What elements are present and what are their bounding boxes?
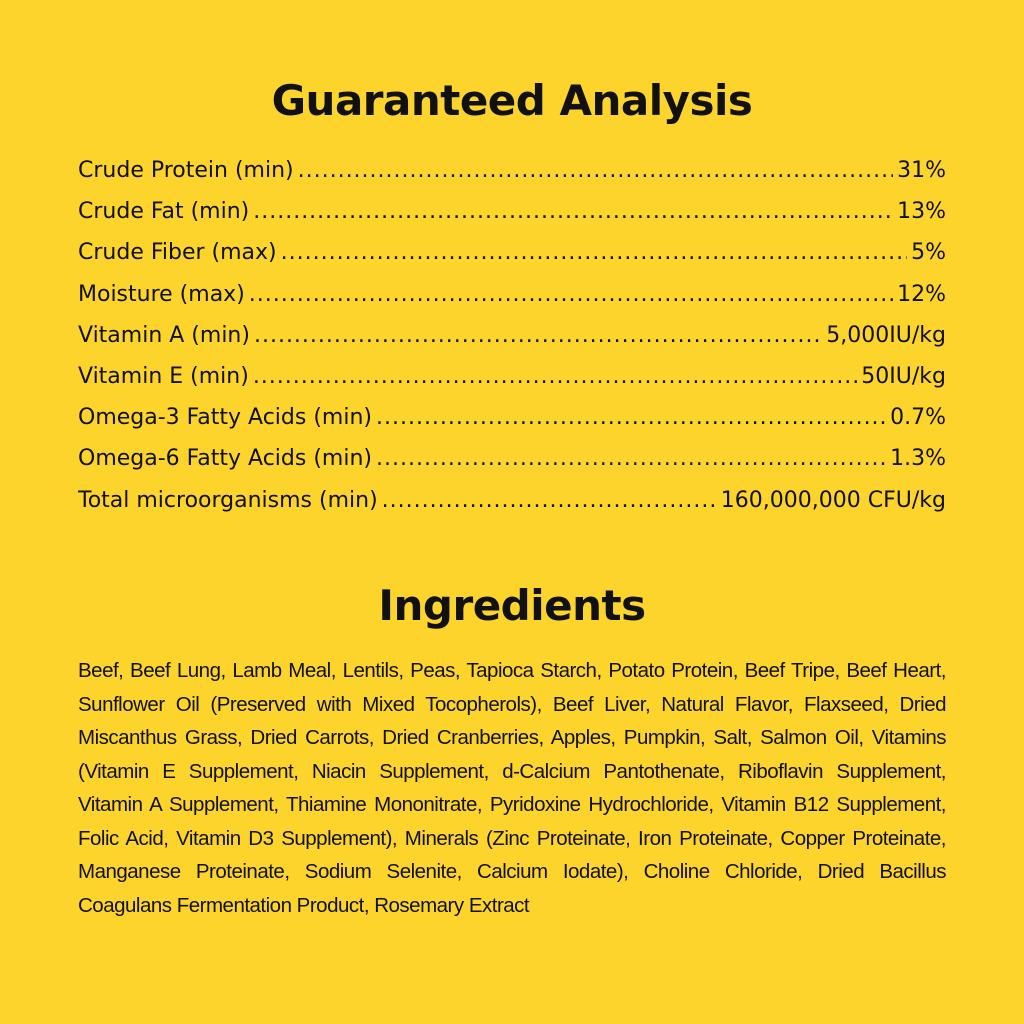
analysis-row-omega-6 xyxy=(78,438,946,479)
analysis-row-moisture xyxy=(78,274,946,315)
dot-leader xyxy=(254,315,822,356)
analysis-label: Crude Protein (min) xyxy=(78,158,294,183)
dot-leader xyxy=(376,397,886,438)
dot-leader xyxy=(376,438,886,479)
guaranteed-analysis-list xyxy=(78,150,946,521)
analysis-value: 5% xyxy=(911,240,946,266)
analysis-row-crude-fat xyxy=(78,191,946,232)
analysis-row-omega-3 xyxy=(78,397,946,438)
analysis-row-crude-fiber xyxy=(78,232,946,273)
analysis-label: Total microorganisms (min) xyxy=(78,487,378,513)
dot-leader xyxy=(298,150,893,191)
analysis-label: Omega-3 Fatty Acids (min) xyxy=(78,405,372,431)
dot-leader xyxy=(382,480,717,521)
analysis-row-total-microorganisms xyxy=(78,480,946,521)
analysis-value: 12% xyxy=(897,281,946,307)
analysis-value: 13% xyxy=(897,199,946,225)
analysis-label: Omega-6 Fatty Acids (min) xyxy=(78,446,372,472)
analysis-row-vitamin-a xyxy=(78,315,946,356)
analysis-value: 160,000,000 CFU/kg xyxy=(720,487,946,513)
analysis-value: 31% xyxy=(897,158,946,183)
analysis-label: Vitamin E (min) xyxy=(78,363,249,389)
analysis-label: Crude Fat (min) xyxy=(78,199,250,225)
analysis-value: 5,000IU/kg xyxy=(826,322,946,348)
ingredients-text: Beef, Beef Lung, Lamb Meal, Lentils, Peas, Tapioca Starch, Potato Protein, Beef Tripe, Beef Heart, Sunflower Oil (Preserved with Mixed Tocopherols), Beef Liver, Natural Flavor, Flaxseed, Dried Miscanthus Grass, Dried Carrots, Dried Cranberries, Apples, Pumpkin, Salt, Salmon Oil, Vitamins (Vitamin E Supplement, Niacin Supplement, d-Calcium Pantothenate, Riboflavin Supplement, Vitamin A Supplement, Thiamine Mononitrate, Pyridoxine Hydrochloride, Vitamin B12 Supplement, Folic Acid, Vitamin D3 Supplement), Minerals (Zinc Proteinate, Iron Proteinate, Copper Proteinate, Manganese Proteinate, Sodium Selenite, Calcium Iodate), Choline Chloride, Dried Bacillus Coagulans Fermentation Product, Rosemary Extract xyxy=(78,659,946,917)
guaranteed-analysis-title: Guaranteed Analysis xyxy=(271,76,753,125)
analysis-row-crude-protein xyxy=(78,150,946,191)
analysis-label: Vitamin A (min) xyxy=(78,322,250,348)
ingredients-title: Ingredients xyxy=(378,581,646,630)
analysis-value: 1.3% xyxy=(890,446,946,472)
dot-leader xyxy=(253,191,893,232)
analysis-label: Moisture (max) xyxy=(78,281,245,307)
dot-leader xyxy=(253,356,857,397)
analysis-label: Crude Fiber (max) xyxy=(78,240,277,266)
analysis-value: 0.7% xyxy=(890,405,946,431)
dot-leader xyxy=(249,274,893,315)
dot-leader xyxy=(281,232,907,273)
analysis-row-vitamin-e xyxy=(78,356,946,397)
analysis-value: 50IU/kg xyxy=(861,363,946,389)
